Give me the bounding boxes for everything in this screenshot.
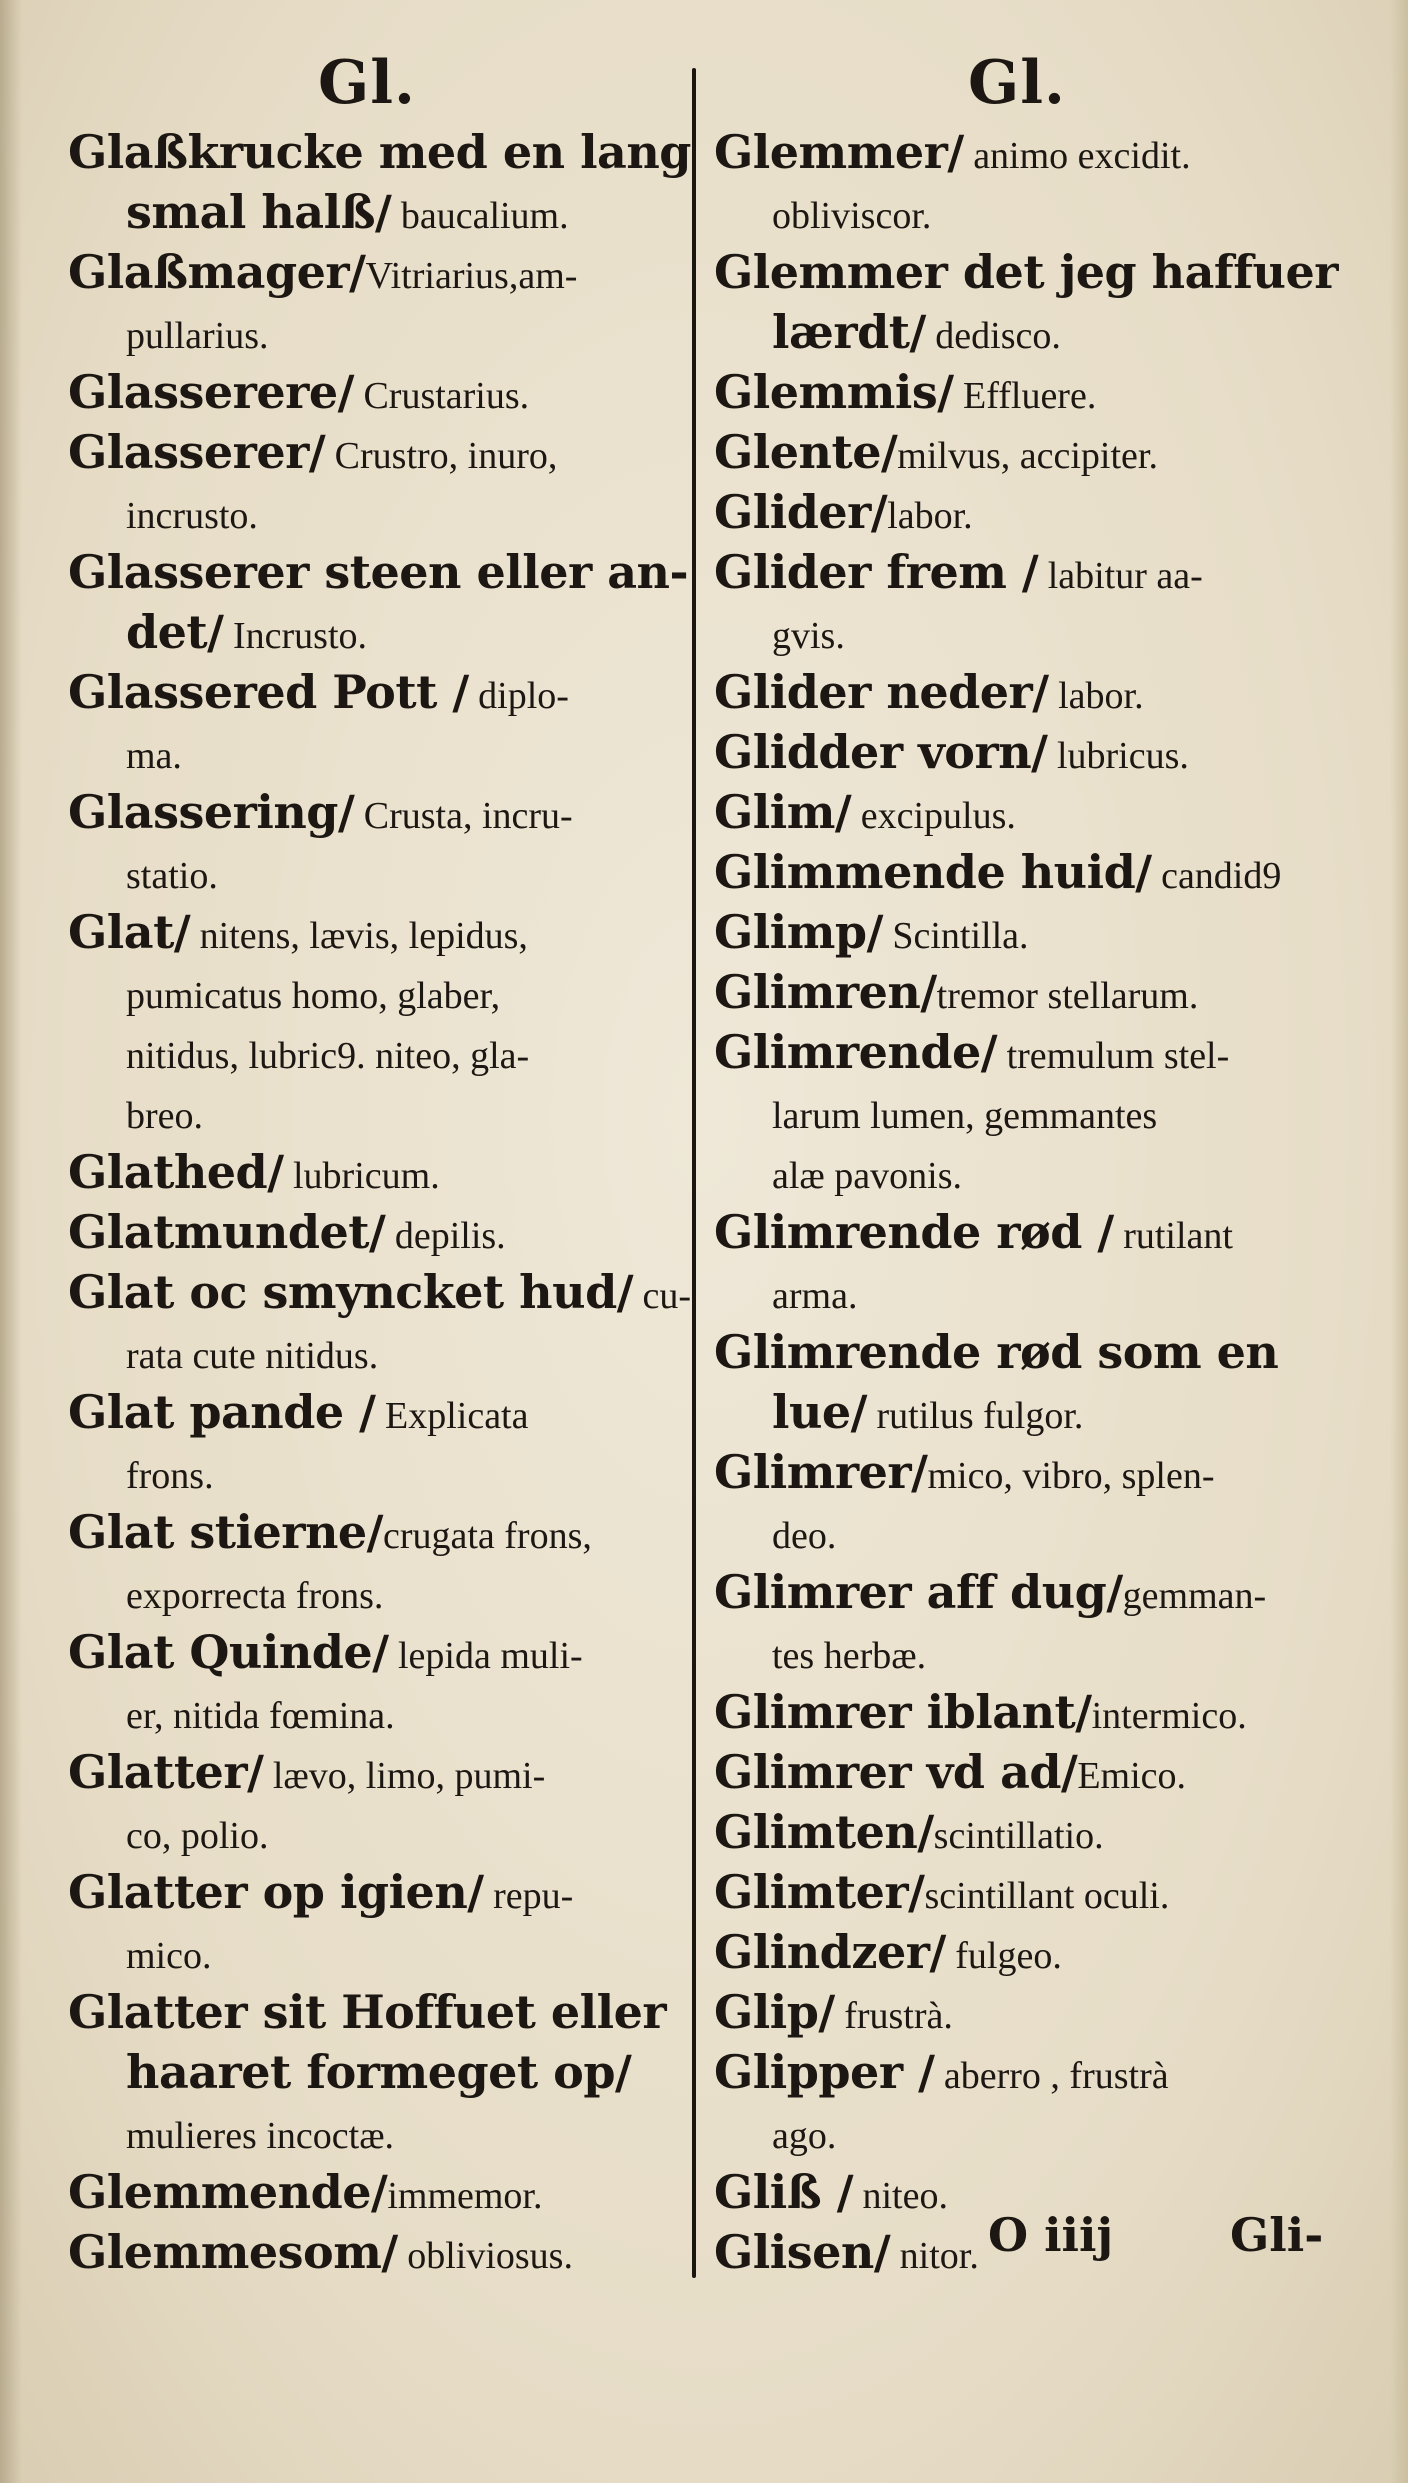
latin-definition: milvus, accipiter. [897, 435, 1158, 477]
latin-definition: excipulus. [851, 795, 1016, 837]
headword: Glimten/ [714, 1805, 934, 1859]
headword: Glatmundet/ [68, 1205, 386, 1259]
entry-line [714, 542, 1334, 602]
headword: Glimrende rød som en [714, 1325, 1279, 1379]
dictionary-entry [714, 722, 1334, 782]
left-column-header: Gl. [318, 48, 416, 118]
entry-line [68, 122, 691, 182]
entry-line [68, 1562, 678, 1622]
latin-definition: animo excidit. [963, 135, 1191, 177]
entry-line [714, 242, 1338, 302]
latin-definition: crugata frons, [382, 1515, 592, 1557]
headword: Glider/ [714, 485, 888, 539]
dictionary-entry [714, 1562, 1334, 1682]
latin-definition: Scintilla. [882, 915, 1029, 957]
dictionary-entry [714, 242, 1338, 362]
headword: Glimrer iblant/ [714, 1685, 1092, 1739]
entry-line [714, 422, 1334, 482]
headword: Glipper / [714, 2045, 935, 2099]
headword: Glasserere/ [68, 365, 354, 419]
headword: Glemmer det jeg haffuer [714, 245, 1338, 299]
entry-line [714, 1262, 1334, 1322]
dictionary-entry [68, 1742, 678, 1862]
headword: Glim/ [714, 785, 852, 839]
headword: Glimrende/ [714, 1025, 998, 1079]
latin-definition: lubricus. [1047, 735, 1189, 777]
headword: Glat/ [68, 905, 191, 959]
dictionary-entry [68, 1262, 692, 1382]
latin-definition: frustrà. [834, 1995, 953, 2037]
entry-line [68, 1742, 678, 1802]
entry-line [68, 1802, 678, 1862]
entry-line [68, 1922, 678, 1982]
entry-line [68, 1442, 678, 1502]
entry-line [714, 662, 1334, 722]
headword: Glasserer/ [68, 425, 326, 479]
latin-definition: gemman- [1122, 1575, 1267, 1617]
entry-line [68, 1262, 692, 1322]
entry-line [68, 602, 678, 662]
dictionary-entry [68, 782, 678, 902]
entry-line [68, 662, 678, 722]
entry-line [714, 1202, 1334, 1262]
latin-definition: dedisco. [925, 315, 1061, 357]
entry-line [714, 2102, 1334, 2162]
latin-definition: co, polio. [126, 1815, 269, 1857]
dictionary-entry [714, 542, 1334, 662]
dictionary-entry [714, 782, 1334, 842]
dictionary-entry [714, 2042, 1334, 2162]
entry-line [714, 1742, 1334, 1802]
entry-line [714, 1502, 1334, 1562]
headword: lærdt/ [772, 305, 926, 359]
dictionary-entry [714, 662, 1334, 722]
dictionary-entry [68, 362, 678, 422]
entry-line [68, 842, 678, 902]
headword: Glemmer/ [714, 125, 964, 179]
headword: Glatter sit Hoffuet eller [68, 1985, 667, 2039]
latin-definition: niteo. [853, 2175, 948, 2217]
headword: Glathed/ [68, 1145, 284, 1199]
latin-definition: breo. [126, 1095, 204, 1137]
latin-definition: mico, vibro, splen- [927, 1455, 1215, 1497]
dictionary-entry [714, 1022, 1334, 1202]
entry-line [68, 182, 678, 242]
latin-definition: obliviosus. [397, 2235, 573, 2277]
entry-line [714, 1022, 1334, 1082]
latin-definition: ago. [772, 2115, 837, 2157]
entry-line [714, 602, 1334, 662]
signature-mark: O iiij [988, 2208, 1114, 2262]
latin-definition: mulieres incoctæ. [126, 2115, 395, 2157]
latin-definition: baucalium. [391, 195, 569, 237]
latin-definition: lævo, limo, pumi- [263, 1755, 546, 1797]
dictionary-entry [68, 1202, 678, 1262]
dictionary-entry [714, 1862, 1334, 1922]
left-column [68, 122, 692, 2282]
latin-definition: frons. [126, 1455, 214, 1497]
headword: Glimter/ [714, 1865, 925, 1919]
headword: det/ [126, 605, 224, 659]
entry-line [68, 242, 678, 302]
entry-line [68, 1982, 678, 2042]
dictionary-entry [714, 422, 1334, 482]
headword: Glider frem / [714, 545, 1039, 599]
headword: haaret formeget op/ [126, 2045, 632, 2099]
entry-line [68, 422, 678, 482]
headword: Glindzer/ [714, 1925, 946, 1979]
latin-definition: lubricum. [283, 1155, 440, 1197]
latin-definition: aberro , frustrà [934, 2055, 1169, 2097]
latin-definition: scintillatio. [933, 1815, 1104, 1857]
latin-definition: repu- [483, 1875, 574, 1917]
latin-definition: labor. [887, 495, 973, 537]
headword: Glatter/ [68, 1745, 264, 1799]
entry-line [68, 1022, 678, 1082]
headword: Glassering/ [68, 785, 355, 839]
dictionary-entry [714, 1682, 1334, 1742]
latin-definition: exporrecta frons. [126, 1575, 384, 1617]
headword: Glaßmager/ [68, 245, 366, 299]
headword: lue/ [772, 1385, 867, 1439]
entry-line [714, 1802, 1334, 1862]
latin-definition: intermico. [1091, 1695, 1247, 1737]
entry-line [68, 1142, 678, 1202]
headword: Glat Quinde/ [68, 1625, 389, 1679]
headword: Glider neder/ [714, 665, 1049, 719]
entry-line [68, 1202, 678, 1262]
latin-definition: Crustro, inuro, [325, 435, 558, 477]
entry-line [68, 482, 678, 542]
latin-definition: Emico. [1077, 1755, 1187, 1797]
dictionary-entry [68, 1982, 678, 2162]
latin-definition: lepida muli- [388, 1635, 583, 1677]
dictionary-entry [714, 1322, 1334, 1442]
latin-definition: tremulum stel- [997, 1035, 1230, 1077]
dictionary-entry [68, 1862, 678, 1982]
latin-definition: Explicata [375, 1395, 529, 1437]
entry-line [714, 1622, 1334, 1682]
dictionary-entry [714, 1442, 1334, 1562]
dictionary-entry [714, 842, 1334, 902]
entry-line [714, 1442, 1334, 1502]
headword: Glat stierne/ [68, 1505, 383, 1559]
headword: Glip/ [714, 1985, 835, 2039]
latin-definition: Crusta, incru- [354, 795, 573, 837]
column-divider [692, 68, 696, 2278]
headword: Glimrer/ [714, 1445, 928, 1499]
entry-line [68, 1502, 678, 1562]
entry-line [714, 302, 1334, 362]
dictionary-entry [714, 362, 1334, 422]
entry-line [68, 902, 678, 962]
latin-definition: Crustarius. [353, 375, 530, 417]
latin-definition: diplo- [468, 675, 569, 717]
dictionary-entry [714, 122, 1334, 242]
headword: Gliß / [714, 2165, 853, 2219]
dictionary-entry [68, 422, 678, 542]
latin-definition: candid9 [1151, 855, 1282, 897]
entry-line [714, 902, 1334, 962]
entry-line [714, 782, 1334, 842]
headword: Glatter op igien/ [68, 1865, 484, 1919]
latin-definition: scintillant oculi. [924, 1875, 1170, 1917]
headword: Glimren/ [714, 965, 937, 1019]
headword: Glimrer aff dug/ [714, 1565, 1123, 1619]
entry-line [68, 542, 689, 602]
dictionary-entry [68, 662, 678, 782]
dictionary-entry [714, 1742, 1334, 1802]
catchword: Gli- [1230, 2208, 1324, 2262]
dictionary-entry [68, 902, 678, 1142]
latin-definition: immemor. [387, 2175, 543, 2217]
dictionary-entry [68, 1622, 678, 1742]
entry-line [714, 362, 1334, 422]
latin-definition: obliviscor. [772, 195, 932, 237]
latin-definition: Vitriarius,am- [365, 255, 578, 297]
headword: Glimrende rød / [714, 1205, 1114, 1259]
entry-line [714, 182, 1334, 242]
latin-definition: rata cute nitidus. [126, 1335, 379, 1377]
entry-line [714, 1082, 1334, 1142]
headword: Glimrer vd ad/ [714, 1745, 1078, 1799]
latin-definition: labitur aa- [1038, 555, 1203, 597]
entry-line [714, 1562, 1334, 1622]
latin-definition: fulgeo. [945, 1935, 1062, 1977]
latin-definition: pumicatus homo, glaber, [126, 975, 501, 1017]
latin-definition: Effluere. [953, 375, 1097, 417]
entry-line [68, 722, 678, 782]
latin-definition: rutilus fulgor. [867, 1395, 1084, 1437]
entry-line [714, 1862, 1334, 1922]
entry-line [68, 2162, 678, 2222]
headword: Glemmesom/ [68, 2225, 398, 2279]
headword: Glasserer steen eller an- [68, 545, 689, 599]
entry-line [714, 2042, 1334, 2102]
right-column [714, 122, 1338, 2282]
dictionary-entry [68, 2222, 678, 2282]
dictionary-entry [68, 1502, 678, 1622]
entry-line [714, 1382, 1334, 1442]
latin-definition: Incrusto. [223, 615, 368, 657]
latin-definition: nitidus, lubric9. niteo, gla- [126, 1035, 530, 1077]
entry-line [68, 2042, 678, 2102]
latin-definition: alæ pavonis. [772, 1155, 962, 1197]
entry-line [714, 1982, 1334, 2042]
latin-definition: nitor. [890, 2235, 979, 2277]
headword: Glidder vorn/ [714, 725, 1048, 779]
headword: smal halß/ [126, 185, 392, 239]
entry-line [68, 962, 678, 1022]
dictionary-entry [68, 242, 678, 362]
entry-line [68, 1382, 678, 1442]
entry-line [714, 722, 1334, 782]
entry-line [68, 1682, 678, 1742]
latin-definition: tremor stellarum. [936, 975, 1199, 1017]
dictionary-entry [714, 1202, 1334, 1322]
dictionary-entry [68, 1142, 678, 1202]
latin-definition: nitens, lævis, lepidus, [190, 915, 528, 957]
entry-line [714, 122, 1334, 182]
headword: Glat pande / [68, 1385, 376, 1439]
entry-line [714, 1922, 1334, 1982]
latin-definition: gvis. [772, 615, 845, 657]
dictionary-entry [68, 542, 689, 662]
dictionary-entry [68, 122, 691, 242]
entry-line [68, 2102, 678, 2162]
entry-line [68, 1622, 678, 1682]
latin-definition: deo. [772, 1515, 837, 1557]
latin-definition: depilis. [385, 1215, 506, 1257]
latin-definition: ma. [126, 735, 182, 777]
entry-line [68, 1082, 678, 1142]
entry-line [714, 482, 1334, 542]
headword: Glente/ [714, 425, 898, 479]
entry-line [714, 962, 1334, 1022]
dictionary-entry [714, 902, 1334, 962]
headword: Glat oc smyncket hud/ [68, 1265, 634, 1319]
entry-line [714, 842, 1334, 902]
entry-line [68, 2222, 678, 2282]
headword: Glassered Pott / [68, 665, 469, 719]
entry-line [714, 1682, 1334, 1742]
headword: Glaßkrucke med en lang [68, 125, 691, 179]
latin-definition: cu- [633, 1275, 692, 1317]
entry-line [714, 1322, 1334, 1382]
latin-definition: arma. [772, 1275, 858, 1317]
entry-line [714, 1142, 1334, 1202]
entry-line [68, 1322, 678, 1382]
headword: Glemmis/ [714, 365, 954, 419]
dictionary-entry [714, 1802, 1334, 1862]
entry-line [68, 302, 678, 362]
dictionary-entry [68, 1382, 678, 1502]
headword: Glimmende huid/ [714, 845, 1152, 899]
latin-definition: incrusto. [126, 495, 258, 537]
dictionary-entry [714, 1922, 1334, 1982]
dictionary-entry [714, 482, 1334, 542]
entry-line [68, 362, 678, 422]
headword: Glemmende/ [68, 2165, 388, 2219]
latin-definition: er, nitida fœmina. [126, 1695, 395, 1737]
latin-definition: larum lumen, gemmantes [772, 1095, 1158, 1137]
latin-definition: mico. [126, 1935, 212, 1977]
latin-definition: tes herbæ. [772, 1635, 927, 1677]
latin-definition: labor. [1048, 675, 1144, 717]
right-column-header: Gl. [968, 48, 1066, 118]
latin-definition: statio. [126, 855, 218, 897]
entry-line [68, 782, 678, 842]
entry-line [68, 1862, 678, 1922]
dictionary-entry [714, 1982, 1334, 2042]
headword: Glisen/ [714, 2225, 891, 2279]
dictionary-entry [714, 962, 1334, 1022]
dictionary-entry [68, 2162, 678, 2222]
latin-definition: rutilant [1113, 1215, 1233, 1257]
latin-definition: pullarius. [126, 315, 269, 357]
headword: Glimp/ [714, 905, 883, 959]
